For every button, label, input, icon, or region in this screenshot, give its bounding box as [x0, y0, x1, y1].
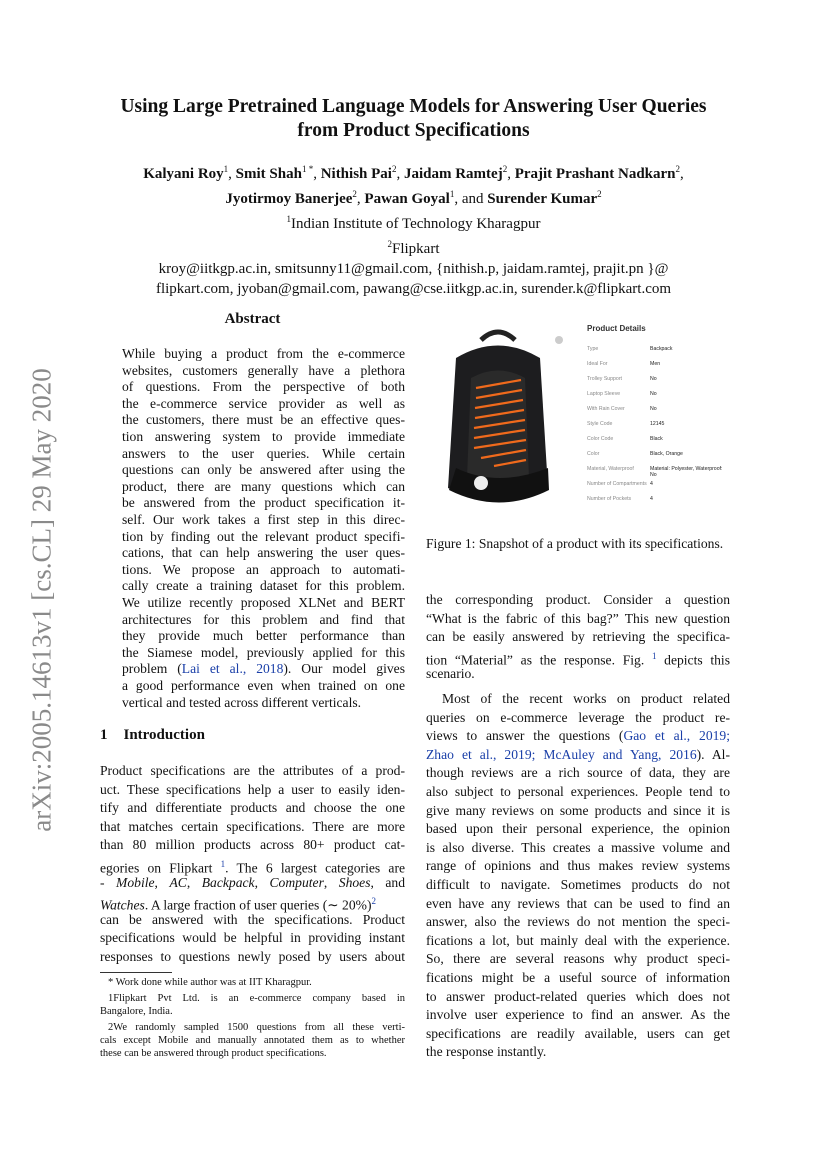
text-line: Product specifications are the attributes of a prod- [100, 763, 405, 778]
text-span: tion “Material” as the response. Fig. [426, 652, 652, 668]
text-line: the Siamese model, previously applied for this [122, 644, 405, 660]
section-heading-introduction [100, 727, 205, 744]
spec-key: Number of Compartments [587, 481, 647, 487]
spec-value: No [650, 376, 657, 382]
text-span: Computer [269, 874, 324, 890]
footnote-line: these can be answered through product specifications. [100, 1048, 327, 1059]
authors-line: Jyotirmoy Banerjee$^2$, Pawan Goyal$^1$, and Surender Kumar$^2$ [225, 189, 602, 207]
text-line: a good performance even when trained on one [122, 678, 405, 693]
spec-value: Backpack [650, 346, 673, 352]
section-number: 1 [100, 727, 108, 743]
citation-link[interactable]: Gao et al., 2019; [623, 728, 730, 744]
paper-title [60, 95, 767, 143]
text-line: be answered from the product specification it- [122, 495, 405, 511]
text-line: specifications would be helpful in providing instant [100, 930, 405, 946]
text-line: scenario. [426, 666, 475, 682]
text-line: the customers, there must be an effective ques- [122, 412, 405, 428]
text-line: specifications are readily available, users can get [426, 1025, 730, 1041]
text-line: give many reviews on some products and since it is [426, 802, 730, 818]
citation-link[interactable]: 2 [371, 896, 376, 907]
title-line: from Product Specifications [297, 120, 530, 141]
spec-key: With Rain Cover [587, 406, 625, 412]
text-line: So, there are several reasons why product speci- [426, 951, 730, 967]
spec-key: Color Code [587, 436, 614, 442]
text-span: . A large fraction of user queries (∼ 20%) [144, 897, 372, 913]
author-name: Jaidam Ramtej [403, 166, 503, 182]
affil-text: Flipkart [392, 241, 440, 257]
spec-value: Material: Polyester, Waterproof: No [650, 466, 723, 478]
text-span: views to answer the questions ( [426, 728, 624, 744]
author-name: Kalyani Roy [143, 166, 224, 182]
emails-line: kroy@iitkgp.ac.in, smitsunny11@gmail.com, {nithish.p, jaidam.ramtej, prajit.pn }@ [158, 261, 669, 277]
figure-caption: Figure 1: Snapshot of a product with its specifications. [426, 536, 724, 551]
footnote-line: 2We randomly sampled 1500 questions from all these verti- [108, 1022, 405, 1033]
footnote-rule [100, 972, 172, 973]
author-name: Jyotirmoy Banerjee [225, 191, 353, 207]
authors-line: Kalyani Roy$^1$, Smit Shah$^{1 *}$, Nithish Pai$^2$, Jaidam Ramtej$^2$, Prajit Prashant Nadkarn$^2$, [143, 164, 684, 182]
author-block [60, 159, 767, 299]
footnote-line: cals except Mobile and manually annotated them as to whether [100, 1035, 405, 1046]
text-line: tions. We propose an approach to automati- [122, 561, 405, 577]
spec-value: Black [650, 436, 663, 442]
text-line: questions can only be answered after using the [122, 462, 405, 478]
text-line: We utilize recently proposed XLNet and BERT [122, 595, 405, 610]
text-span: , and [370, 874, 406, 890]
footnote-line: 1Flipkart Pvt Ltd. is an e-commerce company based in [108, 993, 405, 1004]
spec-value: 12145 [650, 421, 665, 427]
text-line: websites, customers generally have a plethora [122, 362, 405, 378]
text-line: than 80 million products across 80+ product cat- [100, 837, 405, 853]
affil-mark: 1 [286, 214, 292, 224]
spec-key: Ideal For [587, 361, 608, 367]
text-line [100, 874, 405, 892]
text-line: responses to questions newly posed by users about [100, 949, 405, 964]
affiliation-1 [60, 209, 767, 234]
text-line: also subject to personal experiences. People tend to [426, 784, 730, 799]
text-span: . The 6 largest categories are [225, 860, 406, 876]
affil-text: Indian Institute of Technology Kharagpur [291, 216, 541, 232]
text-line: tion answering system to provide immediate [122, 429, 405, 444]
text-line: they provide much better performance than [122, 628, 405, 644]
text-span: Watches [100, 897, 145, 913]
author-affil-mark: 1 [449, 189, 455, 199]
citation-link[interactable]: 1 [651, 650, 657, 661]
text-line: cations, that can help answering the user ques- [122, 545, 405, 561]
backpack-image [426, 318, 576, 518]
section-title: Introduction [123, 727, 205, 743]
author-affil-mark: 1 [223, 164, 229, 174]
author-affil-mark: 1 * [301, 164, 314, 174]
text-line: based upon their personal experience, the opinion [426, 821, 730, 837]
spec-key: Number of Pockets [587, 496, 632, 502]
text-line: the response instantly. [426, 1044, 547, 1060]
footnote-line: * Work done while author was at IIT Kharagpur. [108, 977, 312, 988]
text-line: “What is the fabric of this bag?” This new question [426, 610, 730, 626]
emails-line: flipkart.com, jyoban@gmail.com, pawang@cse.iitkgp.ac.in, surender.k@flipkart.com [155, 281, 672, 297]
footnote-line: Bangalore, India. [100, 1006, 173, 1017]
affiliation-2 [60, 234, 767, 259]
text-line: though reviews are a rich source of data, they are [426, 765, 730, 781]
text-span: Mobile [116, 874, 155, 890]
citation-link[interactable]: Zhao et al., 2019; McAuley and Yang, 2016 [426, 746, 697, 762]
author-affil-mark: 2 [502, 164, 508, 174]
text-line: fications a lot, but mainly deal with the experience. [426, 932, 730, 948]
figure-1 [426, 318, 730, 518]
text-span: , [254, 874, 270, 890]
text-line: tify and differentiate products and choose the one [100, 800, 405, 816]
text-span: ). Al- [696, 746, 730, 762]
text-line [122, 660, 405, 678]
text-line: the corresponding product. Consider a question [426, 592, 730, 607]
citation-link[interactable]: Lai et al., 2018 [181, 661, 284, 677]
text-line: vertical and tested across different verticals. [122, 694, 362, 710]
text-span: , [186, 874, 202, 890]
text-line: that matches certain specifications. There are more [100, 818, 405, 834]
text-span: ). Our model gives [283, 661, 405, 677]
text-line [426, 727, 730, 745]
text-line: range of opinions and thus makes review systems [426, 858, 730, 874]
spec-value: No [650, 391, 657, 397]
arxiv-stamp: arXiv:2005.14613v1 [cs.CL] 29 May 2020 [26, 368, 57, 832]
text-span: Backpack [201, 874, 255, 890]
text-span: - [100, 874, 117, 890]
author-name: Pawan Goyal [364, 191, 450, 207]
spec-key: Material, Waterproof [587, 466, 634, 472]
spec-value: 4 [650, 481, 653, 487]
text-line: to answer product-related queries which does not [426, 988, 730, 1004]
text-line: cally create a training dataset for this problem. [122, 578, 405, 594]
affil-mark: 2 [387, 239, 392, 249]
spec-key: Style Code [587, 421, 613, 427]
author-name: Surender Kumar [487, 191, 598, 207]
author-name: Smit Shah [235, 166, 302, 182]
text-line: Most of the recent works on product related [442, 691, 730, 706]
and-word: and [461, 191, 488, 207]
text-line: uct. These specifications help a user to easily iden- [100, 781, 405, 797]
abstract-heading: Abstract [224, 311, 281, 327]
text-line: can be answered with the specifications. Product [100, 911, 405, 927]
text-line: the e-commerce service provider as well as [122, 395, 405, 411]
text-line: even have any reviews that can be used to find an [426, 895, 730, 911]
text-line: can be easily answered by retrieving the specifica- [426, 629, 730, 645]
text-line: is also diverse. This creates a massive volume and [426, 839, 730, 855]
text-line [426, 746, 730, 764]
text-span: , [154, 874, 170, 890]
text-line: self. Our work takes a first step in this direc- [122, 512, 405, 527]
spec-key: Trolley Support [587, 376, 622, 382]
text-span: depicts this [656, 652, 730, 668]
text-line: answers to the user queries. While certain [122, 445, 405, 461]
author-name: Nithish Pai [320, 166, 392, 182]
title-line: Using Large Pretrained Language Models for Answering User Queries [120, 96, 707, 117]
author-affil-mark: 2 [391, 164, 397, 174]
panel-title: Product Details [587, 324, 646, 333]
text-line: architectures for this problem and find that [122, 611, 405, 627]
author-affil-mark: 2 [352, 189, 357, 199]
citation-link[interactable]: 1 [220, 859, 226, 869]
spec-key: Laptop Sleeve [587, 391, 621, 397]
spec-value: Black, Orange [650, 451, 683, 457]
spec-key: Type [587, 346, 599, 352]
text-line: queries on e-commerce leverage the product re- [426, 709, 730, 725]
author-affil-mark: 2 [675, 164, 681, 174]
author-name: Prajit Prashant Nadkarn [514, 166, 676, 182]
text-line: product, there are many questions which can [122, 478, 405, 494]
text-span: Shoes [338, 874, 371, 890]
text-line: difficult to navigate. Sometimes products do not [426, 877, 730, 892]
text-line: answer, also the reviews do not mention the speci- [426, 914, 730, 930]
spec-value: 4 [650, 496, 653, 502]
text-span: problem ( [122, 661, 182, 677]
text-span: egories on Flipkart [100, 860, 221, 876]
text-line: fications might be a useful source of information [426, 970, 730, 985]
author-affil-mark: 2 [597, 189, 602, 199]
text-span: , [323, 874, 339, 890]
spec-key: Color [587, 451, 600, 457]
text-line: tion by finding out the relevant product specifi- [122, 528, 405, 544]
text-line: of questions. From the perspective of both [122, 379, 405, 395]
spec-value: No [650, 406, 657, 412]
text-span: AC [169, 874, 187, 890]
text-line: While buying a product from the e-commerce [122, 346, 405, 361]
spec-value: Men [650, 361, 661, 367]
text-line: involve user experience to find an answer. As the [426, 1007, 730, 1023]
